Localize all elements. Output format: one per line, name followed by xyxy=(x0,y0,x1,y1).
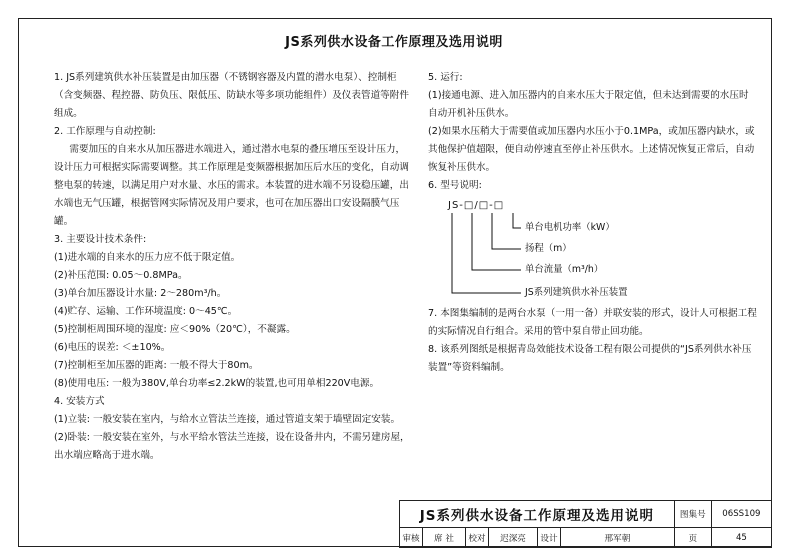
section-3-item: (1)进水端的自来水的压力应不低于限定值。 xyxy=(54,252,241,263)
section-3-item: (4)贮存、运输、工作环境温度: 0～45℃。 xyxy=(54,306,238,317)
atlas-number: 06SS109 xyxy=(711,501,771,528)
leader-head xyxy=(492,213,521,249)
section-2-title: 2. 工作原理与自动控制: xyxy=(54,126,156,137)
model-diagram xyxy=(428,197,758,305)
design-label: 设计 xyxy=(538,528,561,548)
review-label: 审核 xyxy=(400,528,423,548)
review-name: 席 社 xyxy=(423,528,466,548)
section-3-item: (8)使用电压: 一般为380V,单台功率≤2.2kW的装置,也可用单相220V电源。 xyxy=(54,378,380,389)
section-3-item: (6)电压的误差: ＜±10%。 xyxy=(54,342,171,353)
left-column xyxy=(54,69,410,465)
leader-flow xyxy=(472,213,521,270)
right-column xyxy=(428,69,758,377)
check-label: 校对 xyxy=(466,528,489,548)
section-5-item: (1)接通电源、进入加压器内的自来水压大于限定值，但未达到需要的水压时自动开机补压供水。 xyxy=(428,90,749,119)
section-8: 8. 该系列图纸是根据青岛效能技术设备工程有限公司提供的“JS系列供水补压装置”等资料编制。 xyxy=(428,344,752,373)
label-motor-power: 单台电机功率（kW） xyxy=(525,222,615,233)
section-3-title: 3. 主要设计技术条件: xyxy=(54,234,147,245)
section-3-item: (2)补压范围: 0.05～0.8MPa。 xyxy=(54,270,188,281)
page-title: JS系列供水设备工作原理及选用说明 xyxy=(285,35,503,50)
section-7: 7. 本图集编制的是两台水泵（一用一备）并联安装的形式，设计人可根据工程的实际情况自行组合。采用的管中泵自带止回功能。 xyxy=(428,308,757,337)
section-3-item: (5)控制柜周围环境的湿度: 应＜90%（20℃），不凝露。 xyxy=(54,324,296,335)
section-4-item: (1)立装: 一般安装在室内，与给水立管法兰连接，通过管道支架于墙壁固定安装。 xyxy=(54,414,401,425)
label-flow: 单台流量（m³/h） xyxy=(525,264,604,275)
page-label: 页 xyxy=(674,528,711,548)
model-code: JS-□/□-□ xyxy=(448,200,505,211)
title-block xyxy=(399,500,772,547)
section-2-body: 需要加压的自来水从加压器进水端进入，通过潜水电泵的叠压增压至设计压力，设计压力可根据实际需要调整。其工作原理是变频器根据加压后水压的变化，自动调整电泵的转速，以满足用户对水量、水压的需求。本装置的进水端不另设稳压罐，出水端也无气压罐，根据管网实际情况及用户要求，也可在加压器出口安设隔膜气压罐。 xyxy=(54,144,409,227)
design-name: 邢军朝 xyxy=(561,528,675,548)
label-head: 扬程（m） xyxy=(525,243,572,254)
section-3-item: (3)单台加压器设计水量: 2～280m³/h。 xyxy=(54,288,227,299)
section-5-item: (2)如果水压稍大于需要值或加压器内水压小于0.1MPa，或加压器内缺水，或其他保护值超限，便自动停速直至停止补压供水。上述情况恢复正常后，自动恢复补压供水。 xyxy=(428,126,755,173)
page-number: 45 xyxy=(711,528,771,548)
section-6-title: 6. 型号说明: xyxy=(428,180,482,191)
titleblock-name: JS系列供水设备工作原理及选用说明 xyxy=(400,501,675,528)
section-4-title: 4. 安装方式 xyxy=(54,396,105,407)
atlas-label: 图集号 xyxy=(674,501,711,528)
label-series: JS系列建筑供水补压装置 xyxy=(525,287,628,298)
check-name: 迟深亮 xyxy=(489,528,538,548)
leader-power xyxy=(513,213,521,228)
section-4-item: (2)卧装: 一般安装在室外，与水平给水管法兰连接，设在设备井内，不需另建房屋，出水端应略高于进水端。 xyxy=(54,432,410,461)
section-5-title: 5. 运行: xyxy=(428,72,463,83)
section-3-item: (7)控制柜至加压器的距离: 一般不得大于80m。 xyxy=(54,360,259,371)
leader-series xyxy=(452,213,521,293)
section-1: 1. JS系列建筑供水补压装置是由加压器（不锈钢容器及内置的潜水电泵）、控制柜（含变频器、程控器、防负压、限低压、防缺水等多项功能组件）及仪表管道等附件组成。 xyxy=(54,72,409,119)
